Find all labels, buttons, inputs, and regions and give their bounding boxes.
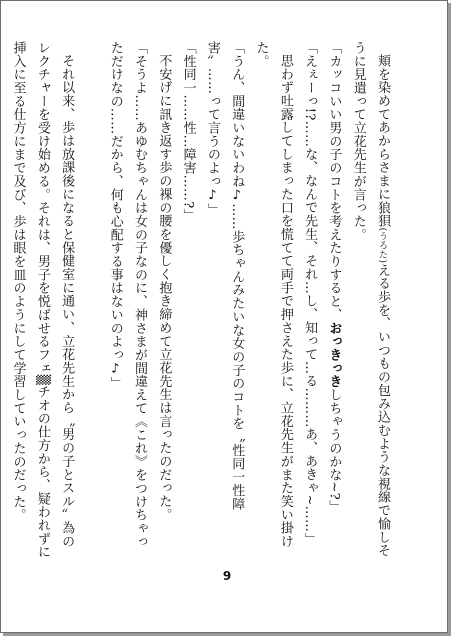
text-run: しちゃうのかな~?」	[326, 388, 342, 514]
paragraph	[151, 41, 175, 561]
paragraph	[345, 41, 394, 561]
text-run: 思わず吐露してしまった口を慌てて両手で押さえた歩に、立花先生がまた笑い掛けた。	[253, 41, 293, 548]
text-run: 頬を染めてあからさまに狼狽	[375, 54, 390, 228]
paragraph	[175, 41, 199, 561]
paragraph	[5, 41, 78, 561]
paragraph	[200, 41, 249, 561]
paragraph	[321, 41, 345, 561]
page-number: 9	[222, 569, 232, 583]
text-run: 「カッコいい男の子のコトを考えたりすると、	[326, 41, 342, 322]
paragraph	[297, 41, 321, 561]
emphasized-text: おっきっき	[326, 321, 342, 389]
reading-annotation: (うろた)	[377, 227, 387, 264]
paragraph	[102, 41, 151, 561]
text-run: それ以来、歩は放課後になると保健室に通い、立花先生から〝男の子とスル〟為のレクチャーを受け始める。それは、男子を悦ばせるフェ▒チオの仕方から、疑われずに挿入に至る仕方にまで及び、歩は眼を皿のようにして学習していったのだった。	[10, 41, 75, 559]
text-run: 「そうよ……あゆむちゃんは女の子なのに、神さまが間違えて《これ》をつけちゃっただけなの……だから、何も心配する事はないのよっ♪」	[107, 41, 148, 549]
paragraph	[248, 41, 297, 561]
text-run: える歩を、いつもの包み込むような視線で愉しそうに見遣って立花先生が言った。	[350, 41, 390, 558]
novel-text-block	[10, 41, 394, 561]
text-run: 「性同一……性…障害……?」	[180, 41, 196, 222]
text-run	[83, 41, 98, 45]
text-run: 「うん、間違いないわね♪……歩ちゃんみたいな女の子のコトを〝性同一性障害〟……って言うのよっ♪」	[204, 41, 245, 511]
text-run: 「えぇーっ!?……な、なんで先生、それ…し、知って…る………あ、あきゃ~……」	[302, 41, 318, 546]
text-run: 不安げに訊き返す歩の裸の腰を優しく抱き締めて立花先生は言ったのだった。	[156, 54, 172, 522]
paragraph	[78, 41, 102, 561]
